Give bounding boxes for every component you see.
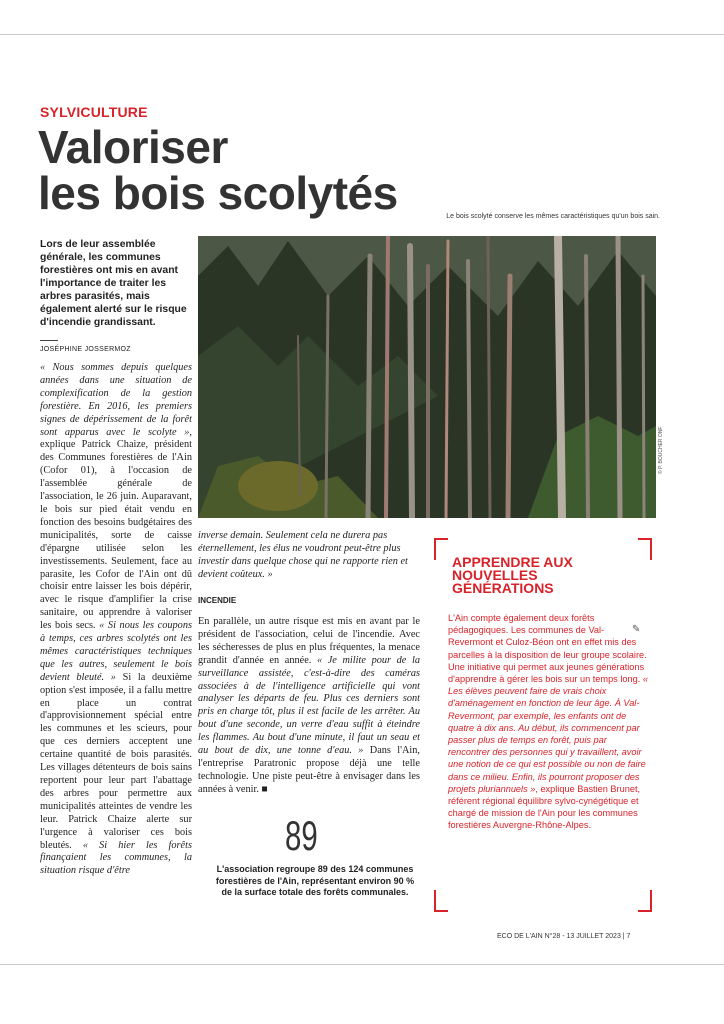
box-bracket-bl-v bbox=[434, 890, 436, 912]
photo-caption: Le bois scolyté conserve les mêmes caractéristiques qu'un bois sain. bbox=[446, 213, 660, 220]
quote-4: « Je milite pour de la surveillance assistée, c'est-à-dire des caméras associées à de l'intelligence artificielle qui vont analyser les départs de feu. Plus ces derniers sont pris en charge tôt, plus il est facile de les arrêter. Au bout d'une seconde, un verre d'eau suffit à éteindre les flammes. Au bout d'une minute, il faut un seau et au bout de dix, une tonne d'eau. » bbox=[198, 654, 420, 757]
box-text-2: , explique Bastien Brunet, référent régional équilibre sylvo-cynégétique et chargé de mission de l'Ain pour les communes forestières Auvergne-Rhône-Alpes. bbox=[448, 783, 641, 831]
body-column-2-top bbox=[198, 530, 420, 582]
quote-1: « Nous sommes depuis quelques années dans une situation de complexification de la gestion forestière. En 2016, les premiers signes de dépérissement de la forêt sont apparus avec le scolyte » bbox=[40, 362, 192, 438]
box-bracket-tl-v bbox=[434, 538, 436, 560]
pen-mark-icon: ✎ bbox=[632, 624, 641, 635]
text-4: Dans l'Ain, l'entreprise Paratronic propose déjà une telle technologie. Une piste peut-être à envisager dans les années à venir. bbox=[198, 745, 421, 795]
box-bracket-br-h bbox=[638, 910, 652, 912]
text-2: Si la deuxième option s'est imposée, il a fallu mettre en place un contrat d'approvisionnement spécial entre les communes et les scieurs, pour que ces derniers acceptent une certaine quantité de bois parasités. Les villages détenteurs de bois sains reportent pour leur part l'abattage des arbres pour permettre aux municipalités atteintes de vendre les leur. Patrick Chaize alerte sur l'urgence à valoriser ces bois bleutés. bbox=[40, 671, 192, 851]
page-footer: ECO DE L'AIN N°28 - 13 JUILLET 2023 | 7 bbox=[497, 933, 631, 940]
forest-photo bbox=[198, 236, 656, 518]
bottom-rule bbox=[0, 964, 724, 965]
box-text bbox=[448, 612, 648, 832]
top-rule bbox=[0, 34, 724, 35]
quote-2: « Si nous les coupons à temps, ces arbres scolytés ont les mêmes caractéristiques techniques que les autres, seulement le bois devient bleuté. » bbox=[40, 620, 192, 683]
author-rule bbox=[40, 340, 58, 341]
quote-continued: inverse demain. Seulement cela ne durera pas éternellement, les élus ne voudront peut-être plus investir dans quelque chose qui ne rapporte rien et devient coûteux. » bbox=[198, 530, 408, 580]
author-byline: JOSÉPHINE JOSSERMOZ bbox=[40, 346, 131, 353]
subhead-incendie: INCENDIE bbox=[198, 596, 237, 605]
text-3: En parallèle, un autre risque est mis en avant par le président de l'association, celui de l'incendie. Avec les sécheresses de plus en plus fréquentes, la menace grandit d'année en année. bbox=[198, 616, 420, 666]
body-column-1 bbox=[40, 362, 192, 878]
box-quote: « Les élèves peuvent faire de vrais choix d'aménagement en fonction de leur âge. À Val-Revermont, par exemple, les enfants ont de quatre à dix ans. Au début, ils commencent par passer plus de temps en forêt, puis par rencontrer des personnes qui y travaillent, avoir une notion de ce qui est possible ou non de faire dans ce milieu. Enfin, ils pourront proposer des projets pluriannuels » bbox=[448, 674, 648, 794]
article-title bbox=[38, 121, 398, 219]
title-line-2: les bois scolytés bbox=[38, 167, 398, 219]
box-bracket-tl-h bbox=[434, 538, 448, 540]
section-tag: SYLVICULTURE bbox=[40, 104, 148, 120]
stat-text: L'association regroupe 89 des 124 communes forestières de l'Ain, représentant environ 90 % de la surface totale des forêts communales. bbox=[215, 864, 415, 897]
box-bracket-tr-h bbox=[638, 538, 652, 540]
quote-3: « Si hier les forêts finançaient les communes, la situation risque d'être bbox=[40, 839, 192, 877]
box-bracket-tr-v bbox=[650, 538, 652, 560]
text-1: , explique Patrick Chaize, président des Communes forestières de l'Ain (Cofor 01), à l'occasion de l'assemblée générale de l'association, le 26 juin. Auparavant, le bois sur pied était vendu en fonction des besoins budgétaires des municipalités, sorte de caisse d'épargne utilisée selon les investissements. Seulement, face au parasite, les Cofor de l'Ain ont dû choisir entre laisser les bois dépérir, avec le risque d'amplifier la crise sanitaire, ou apprendre à valoriser les bois secs. bbox=[40, 426, 192, 632]
photo-credit: © P. BOUCHER ONF bbox=[658, 426, 664, 474]
body-column-2 bbox=[198, 616, 420, 797]
box-bracket-bl-h bbox=[434, 910, 448, 912]
stat-number: 89 bbox=[285, 812, 318, 859]
end-mark: ■ bbox=[261, 783, 268, 795]
lead-paragraph: Lors de leur assemblée générale, les communes forestières ont mis en avant l'importance de traiter les arbres parasités, mais également alerté sur le risque d'incendie grandissant. bbox=[40, 239, 187, 328]
box-title: APPRENDRE AUX NOUVELLES GÉNÉRATIONS bbox=[452, 554, 573, 596]
box-text-1: L'Ain compte également deux forêts pédagogiques. Les communes de Val-Revermont et Culoz-Béon ont en effet mis des parcelles à la disposition de leur groupe scolaire. Une initiative qui permet aux jeunes générations d'apprendre à gérer les bois sur un temps long. bbox=[448, 613, 647, 685]
box-bracket-br-v bbox=[650, 890, 652, 912]
title-line-1: Valoriser bbox=[38, 121, 228, 173]
